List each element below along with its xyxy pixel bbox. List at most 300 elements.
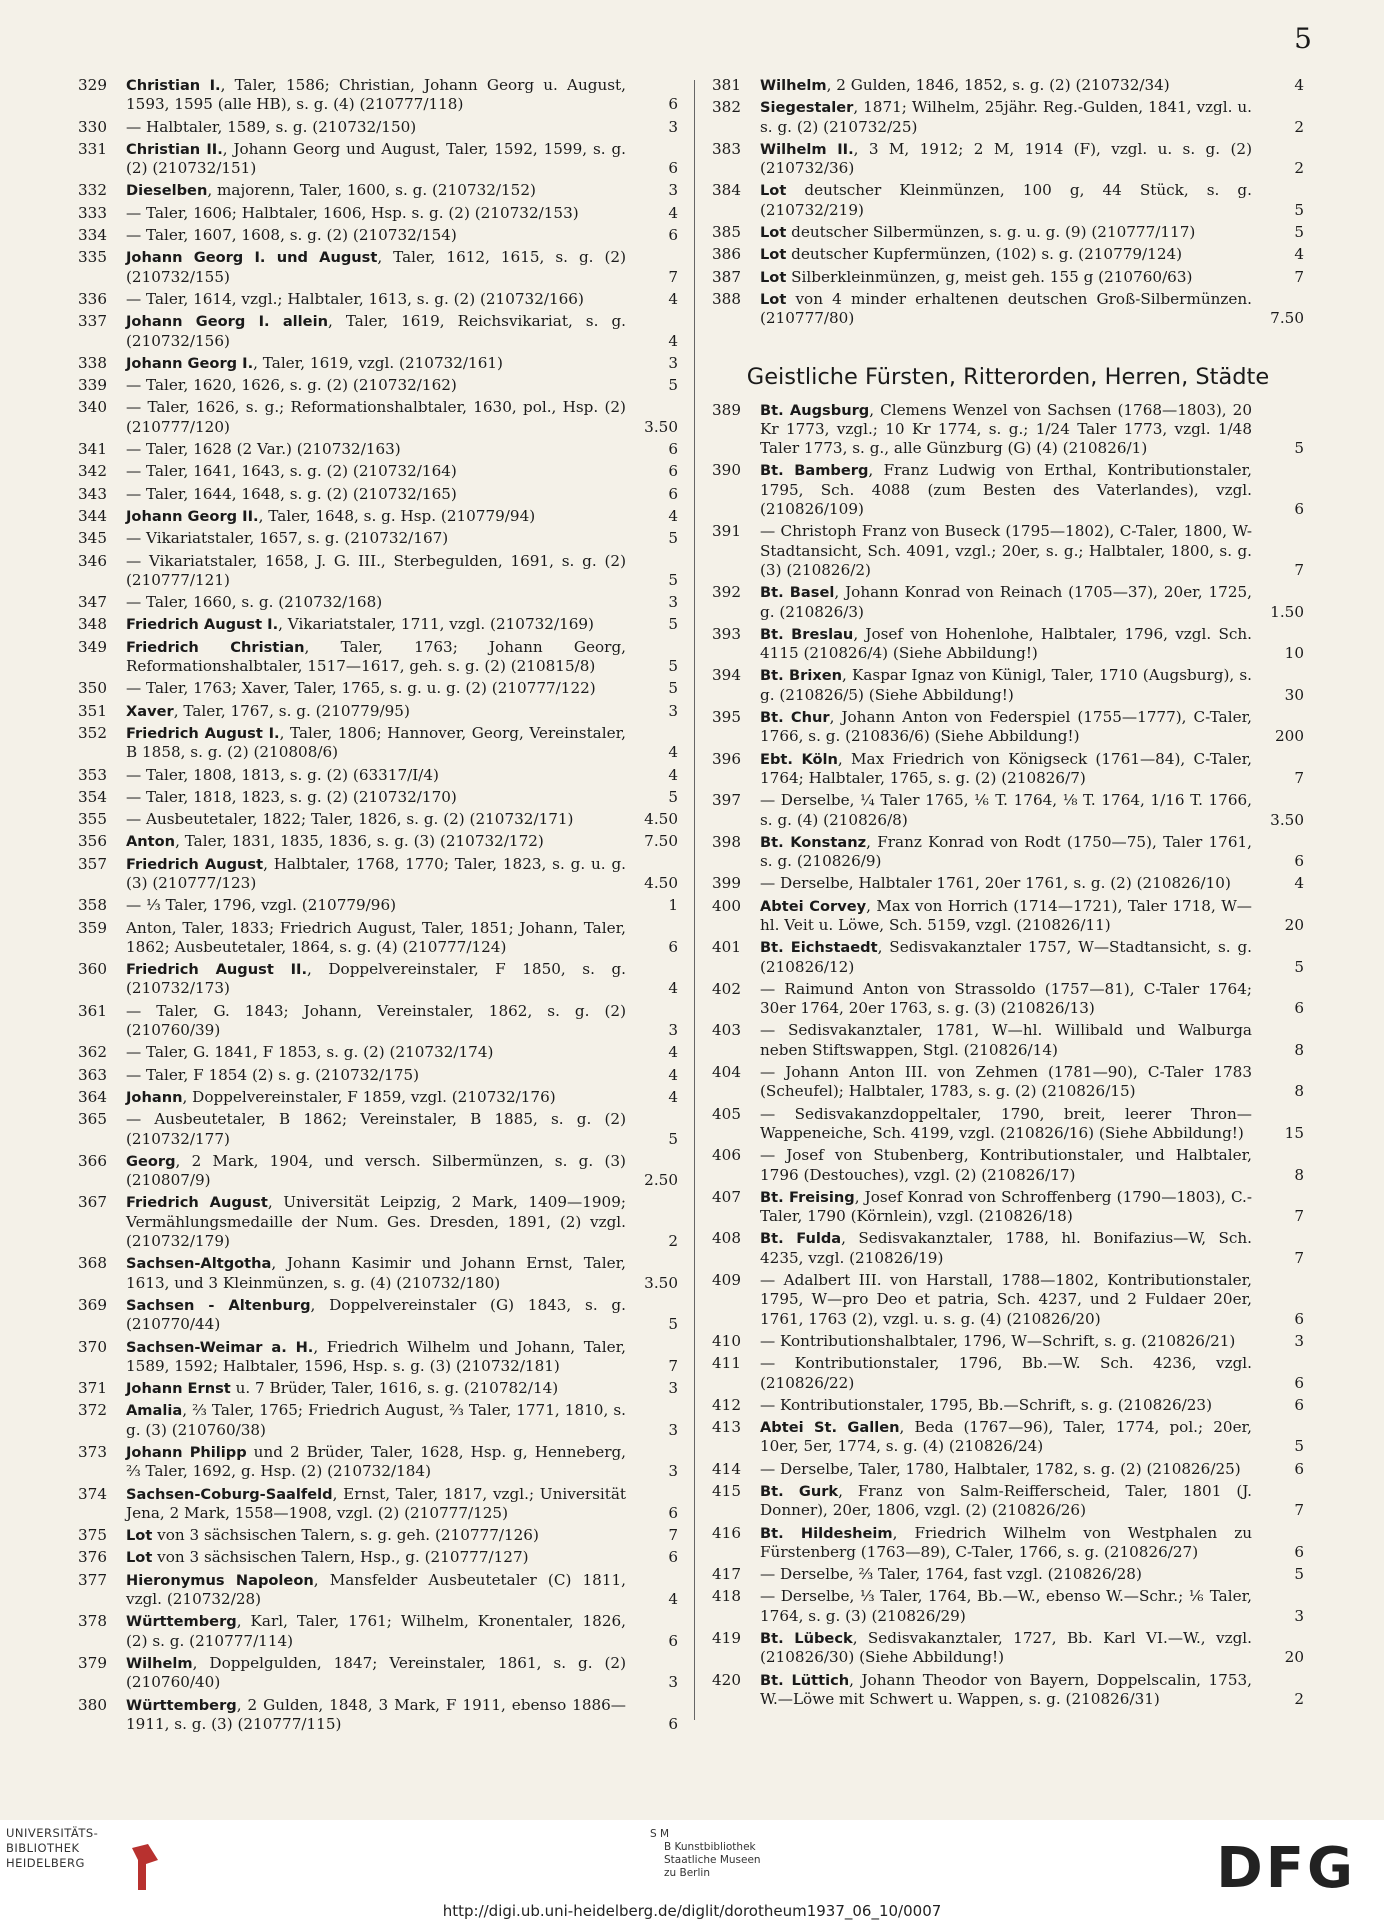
lot-number: 382	[712, 98, 741, 117]
lot-number: 384	[712, 181, 741, 200]
lot-name: Sachsen-Weimar a. H.	[126, 1338, 314, 1356]
lot-details: deutscher Kleinmünzen, 100 g, 44 Stück, s. g. (210732/219)	[760, 181, 1252, 219]
lot-description	[760, 791, 1304, 830]
lot-entry	[712, 1146, 1304, 1185]
lot-price: 20	[1284, 915, 1304, 934]
lot-price: 2	[1294, 1689, 1304, 1708]
lot-entry	[712, 833, 1304, 872]
lot-name: Siegestaler	[760, 99, 854, 117]
lot-details: , Halbtaler, 1768, 1770; Taler, 1823, s. g. u. g. (3) (210777/123)	[126, 854, 626, 892]
lot-number: 411	[712, 1354, 741, 1373]
lot-details: , Taler, 1767, s. g. (210779/95)	[173, 701, 410, 720]
lot-entry	[78, 1338, 678, 1377]
lot-entry	[712, 522, 1304, 580]
lot-entry	[78, 204, 678, 223]
lot-details: — Taler, 1614, vzgl.; Halbtaler, 1613, s. g. (2) (210732/166)	[126, 289, 584, 308]
lot-price: 7	[1294, 267, 1304, 286]
lot-entry	[78, 354, 678, 373]
lot-entry	[78, 896, 678, 915]
lot-entry	[712, 1460, 1304, 1479]
lot-details: — Adalbert III. von Harstall, 1788—1802, Kontributionstaler, 1795, W—pro Deo et patria, Sch. 4237, und 2 Fuldaer 20er, 1761, 1763 (2), vzgl. u. s. g. (4) (210826/20)	[760, 1271, 1252, 1328]
lot-description	[126, 1110, 678, 1149]
lot-details: — Derselbe, Taler, 1780, Halbtaler, 1782, s. g. (2) (210826/25)	[760, 1459, 1241, 1478]
lot-entry	[712, 1188, 1304, 1227]
lot-description	[126, 529, 678, 548]
lot-details: , Friedrich Wilhelm und Johann, Taler, 1589, 1592; Halbtaler, 1596, Hsp. s. g. (3) (210732/181)	[126, 1337, 626, 1375]
lot-description	[760, 1354, 1304, 1393]
lot-details: , 2 Gulden, 1846, 1852, s. g. (2) (210732/34)	[826, 76, 1170, 94]
lot-number: 333	[78, 203, 107, 222]
lot-description	[760, 268, 1304, 287]
lot-number: 338	[78, 353, 107, 372]
lot-details: , Max von Horrich (1714—1721), Taler 1718, W—hl. Veit u. Löwe, Sch. 5159, vzgl. (210826/11)	[760, 896, 1252, 934]
lot-number: 353	[78, 765, 107, 784]
lot-price: 6	[1294, 1542, 1304, 1561]
lot-number: 357	[78, 854, 107, 873]
lot-number: 386	[712, 245, 741, 264]
lot-details: , Josef Konrad von Schroffenberg (1790—1803), C.-Taler, 1790 (Körnlein), vzgl. (210826/18)	[760, 1187, 1252, 1226]
lot-entry	[78, 1152, 678, 1191]
lot-entry	[712, 1229, 1304, 1268]
lot-number: 420	[712, 1670, 741, 1689]
lot-number: 349	[78, 637, 107, 656]
lot-price: 3	[668, 353, 678, 372]
section-heading: Geistliche Fürsten, Ritterorden, Herren, Städte	[746, 363, 1270, 390]
lot-entry	[712, 1524, 1304, 1563]
lot-description	[126, 312, 678, 351]
lot-number: 418	[712, 1587, 741, 1606]
lot-price: 4	[668, 1065, 678, 1084]
lot-entry	[78, 724, 678, 763]
lot-number: 329	[78, 76, 107, 94]
lot-entry	[78, 529, 678, 548]
lot-details: , Sedisvakanztaler, 1788, hl. Bonifazius—W, Sch. 4235, vzgl. (210826/19)	[760, 1229, 1252, 1267]
lot-number: 347	[78, 593, 107, 612]
lot-entry	[78, 1612, 678, 1651]
lot-price: 7	[1294, 1501, 1304, 1520]
lot-entry	[712, 461, 1304, 519]
lot-number: 383	[712, 139, 741, 158]
lot-number: 340	[78, 398, 107, 417]
lot-name: Lot	[760, 246, 787, 264]
lot-name: Lot	[126, 1549, 153, 1567]
lot-price: 8	[1294, 1082, 1304, 1101]
lot-entry	[78, 1088, 678, 1107]
lot-price: 3	[668, 701, 678, 720]
lot-price: 4	[668, 1043, 678, 1062]
lot-name: Abtei Corvey	[760, 897, 867, 915]
uni-logo-line: HEIDELBERG	[6, 1856, 85, 1870]
lot-details: — Kontributionstaler, 1795, Bb.—Schrift, s. g. (210826/23)	[760, 1395, 1213, 1414]
lot-entry	[78, 960, 678, 999]
lot-details: von 4 minder erhaltenen deutschen Groß-Silbermünzen. (210777/80)	[760, 289, 1252, 328]
lot-price: 5	[668, 1129, 678, 1148]
lot-number: 389	[712, 400, 741, 419]
lot-description	[126, 204, 678, 223]
lot-entry	[78, 766, 678, 785]
lot-number: 330	[78, 117, 107, 136]
lot-details: , Clemens Wenzel von Sachsen (1768—1803), 20 Kr 1773, vzgl.; 10 Kr 1774, s. g.; 1/24 Taler 1773, vzgl. 1/48 Taler 1773, s. g., alle Günzburg (G) (4) (210826/1)	[760, 400, 1252, 458]
lot-description	[760, 1105, 1304, 1144]
lot-price: 5	[668, 529, 678, 548]
lot-number: 364	[78, 1087, 107, 1106]
lot-entry	[78, 1696, 678, 1735]
lot-description	[760, 1146, 1304, 1185]
lot-entry	[712, 245, 1304, 264]
lot-description	[126, 896, 678, 915]
lot-entry	[78, 76, 678, 115]
lot-number: 400	[712, 896, 741, 915]
lot-details: — Taler, 1763; Xaver, Taler, 1765, s. g. u. g. (2) (210777/122)	[126, 679, 596, 698]
lot-details: , Karl, Taler, 1761; Wilhelm, Kronentaler, 1826, (2) s. g. (210777/114)	[126, 1612, 626, 1650]
lot-details: — Christoph Franz von Buseck (1795—1802), C-Taler, 1800, W-Stadtansicht, Sch. 4091, vzgl.; 20er, s. g.; Halbtaler, 1800, s. g. (3) (210826/2)	[760, 522, 1252, 579]
source-url-link[interactable]: http://digi.ub.uni-heidelberg.de/diglit/dorotheum1937_06_10/0007	[442, 1902, 942, 1920]
lot-price: 7	[1294, 1248, 1304, 1267]
lot-details: — Raimund Anton von Strassoldo (1757—81), C-Taler 1764; 30er 1764, 20er 1763, s. g. (3) (210826/13)	[760, 979, 1252, 1018]
lot-entry	[78, 1066, 678, 1085]
lot-details: , Franz von Salm-Reifferscheid, Taler, 1801 (J. Donner), 20er, 1806, vzgl. (2) (210826/26)	[760, 1482, 1252, 1520]
lot-name: Johann Georg II.	[126, 507, 259, 525]
lot-number: 417	[712, 1565, 741, 1584]
lot-number: 337	[78, 312, 107, 331]
lot-description	[126, 354, 678, 373]
lot-number: 380	[78, 1695, 107, 1714]
lot-description	[126, 832, 678, 851]
lot-price: 6	[668, 1714, 678, 1733]
lot-number: 361	[78, 1001, 107, 1020]
lot-details: , Taler, 1806; Hannover, Georg, Vereinstaler, B 1858, s. g. (2) (210808/6)	[126, 723, 626, 762]
lot-description	[760, 1332, 1304, 1351]
lot-details: , Vikariatstaler, 1711, vzgl. (210732/169)	[278, 615, 594, 634]
lot-price: 3	[668, 593, 678, 612]
lot-name: Johann Ernst	[126, 1380, 231, 1398]
lot-price: 4	[668, 1590, 678, 1609]
lot-details: — Taler, 1660, s. g. (210732/168)	[126, 593, 383, 612]
lot-number: 362	[78, 1043, 107, 1062]
lot-name: Lot	[760, 182, 787, 200]
lot-description	[126, 1526, 678, 1545]
lot-number: 341	[78, 440, 107, 459]
uni-logo-line: BIBLIOTHEK	[6, 1841, 80, 1855]
lot-number: 373	[78, 1443, 107, 1461]
lot-price: 5	[1294, 439, 1304, 458]
lot-price: 7	[1294, 560, 1304, 579]
lot-details: — Taler, 1644, 1648, s. g. (2) (210732/165)	[126, 484, 457, 503]
lot-entry	[712, 1021, 1304, 1060]
lot-number: 371	[78, 1379, 107, 1398]
lot-description	[760, 1188, 1304, 1227]
lot-entry	[78, 1002, 678, 1041]
lot-name: Wilhelm	[760, 77, 827, 94]
lot-details: deutscher Silbermünzen, s. g. u. g. (9) (210777/117)	[786, 223, 1196, 242]
lot-description	[126, 1485, 678, 1524]
lot-entry	[78, 1379, 678, 1398]
lot-number: 415	[712, 1482, 741, 1500]
lot-number: 342	[78, 462, 107, 481]
lot-number: 360	[78, 960, 107, 979]
lot-name: Johann	[126, 1088, 183, 1106]
lot-price: 4	[668, 506, 678, 525]
lot-details: von 3 sächsischen Talern, s. g. geh. (210777/126)	[152, 1526, 539, 1545]
lot-name: Friedrich Christian	[126, 638, 305, 656]
lot-number: 388	[712, 289, 741, 308]
lot-price: 5	[1294, 1565, 1304, 1584]
lot-price: 4	[1294, 874, 1304, 893]
lot-name: Dieselben	[126, 182, 208, 200]
lot-entry	[712, 1271, 1304, 1329]
lot-number: 395	[712, 708, 741, 727]
lot-description	[760, 980, 1304, 1019]
lot-name: Johann Georg I. allein	[126, 313, 328, 331]
lot-name: Bt. Breslau	[760, 625, 854, 643]
lot-price: 2	[668, 1232, 678, 1251]
lot-number: 336	[78, 289, 107, 308]
lot-details: , Doppelvereinstaler, F 1850, s. g. (210732/173)	[126, 960, 626, 998]
lot-price: 20	[1284, 1648, 1304, 1667]
footer	[0, 1820, 1384, 1926]
lot-details: — Sedisvakanztaler, 1781, W—hl. Willibald und Walburga neben Stiftswappen, Stgl. (210826/14)	[760, 1021, 1252, 1059]
university-library-logo[interactable]	[6, 1826, 98, 1871]
lot-entry	[712, 791, 1304, 830]
lot-details: , Johann Anton von Federspiel (1755—1777), C-Taler, 1766, s. g. (210836/6) (Siehe Abbildung!)	[760, 708, 1252, 746]
lot-description	[126, 1088, 678, 1107]
lot-number: 372	[78, 1401, 107, 1420]
lot-details: , Taler, 1648, s. g. Hsp. (210779/94)	[258, 506, 536, 525]
lot-price: 3.50	[1270, 810, 1304, 829]
lot-price: 7	[668, 1356, 678, 1375]
lot-price: 2	[1294, 159, 1304, 178]
lot-price: 3	[668, 1021, 678, 1040]
lot-details: , Universität Leipzig, 2 Mark, 1409—1909; Vermählungsmedaille der Num. Ges. Dresden, 1891, (2) vzgl. (210732/179)	[126, 1193, 626, 1251]
page-number: 5	[1294, 22, 1312, 55]
lot-number: 350	[78, 679, 107, 698]
lot-name: Bt. Gurk	[760, 1483, 839, 1500]
lot-entry	[78, 919, 678, 958]
lot-price: 6	[668, 1503, 678, 1522]
lot-number: 387	[712, 267, 741, 286]
lot-description	[126, 1296, 678, 1335]
lot-name: Bt. Eichstaedt	[760, 939, 878, 957]
lot-number: 399	[712, 874, 741, 893]
lot-entry	[712, 625, 1304, 664]
lot-description	[760, 1587, 1304, 1626]
lot-entry	[78, 440, 678, 459]
lot-price: 5	[668, 615, 678, 634]
lot-name: Bt. Augsburg	[760, 401, 870, 419]
lot-description	[760, 98, 1304, 137]
lot-description	[760, 1629, 1304, 1668]
lot-description	[126, 679, 678, 698]
lot-number: 359	[78, 918, 107, 937]
lot-name: Bt. Fulda	[760, 1230, 842, 1248]
lot-entry	[712, 874, 1304, 893]
lot-description	[760, 76, 1304, 95]
lot-details: , 2 Mark, 1904, und versch. Silbermünzen, s. g. (3) (210807/9)	[126, 1151, 626, 1190]
lot-description	[126, 638, 678, 677]
lot-entry	[78, 638, 678, 677]
lot-number: 339	[78, 376, 107, 395]
lot-entry	[78, 140, 678, 179]
lot-number: 348	[78, 615, 107, 634]
lot-name: Ebt. Köln	[760, 750, 838, 768]
lot-description	[126, 766, 678, 785]
lot-price: 7	[1294, 1207, 1304, 1226]
lot-description	[126, 440, 678, 459]
lot-details: Silberkleinmünzen, g, meist geh. 155 g (210760/63)	[786, 267, 1193, 286]
lot-number: 419	[712, 1629, 741, 1648]
lot-price: 6	[668, 1631, 678, 1650]
lot-price: 6	[1294, 1309, 1304, 1328]
lot-description	[760, 461, 1304, 519]
lot-price: 5	[668, 570, 678, 589]
lot-entry	[712, 268, 1304, 287]
lot-details: Anton, Taler, 1833; Friedrich August, Taler, 1851; Johann, Taler, 1862; Ausbeutetaler, 1864, s. g. (4) (210777/124)	[126, 918, 626, 956]
lot-name: Abtei St. Gallen	[760, 1419, 900, 1437]
lot-details: — Vikariatstaler, 1657, s. g. (210732/167)	[126, 529, 449, 548]
lot-name: Sachsen - Altenburg	[126, 1296, 311, 1314]
sm-mark-text: S M	[650, 1828, 670, 1840]
lot-number: 408	[712, 1229, 741, 1248]
lot-details: — Derselbe, ⅔ Taler, 1764, fast vzgl. (210826/28)	[760, 1565, 1142, 1584]
lot-name: Württemberg	[126, 1696, 237, 1714]
lot-entry	[78, 855, 678, 894]
lot-details: , Friedrich Wilhelm von Westphalen zu Fürstenberg (1763—89), C-Taler, 1766, s. g. (210826/27)	[760, 1523, 1252, 1561]
lot-number: 355	[78, 810, 107, 829]
lot-number: 402	[712, 979, 741, 998]
lot-details: — Ausbeutetaler, 1822; Taler, 1826, s. g. (2) (210732/171)	[126, 810, 574, 829]
lot-number: 377	[78, 1570, 107, 1589]
lot-name: Sachsen-Altgotha	[126, 1255, 272, 1273]
lot-number: 410	[712, 1331, 741, 1350]
lot-number: 406	[712, 1146, 741, 1165]
lot-details: — ⅓ Taler, 1796, vzgl. (210779/96)	[126, 896, 397, 915]
lot-name: Xaver	[126, 702, 174, 720]
lot-description	[126, 226, 678, 245]
lot-details: , Doppelvereinstaler (G) 1843, s. g. (210770/44)	[126, 1295, 626, 1334]
lot-description	[760, 625, 1304, 664]
lot-entry	[712, 76, 1304, 95]
lot-number: 404	[712, 1063, 741, 1082]
lot-details: , Sedisvakanztaler, 1727, Bb. Karl VI.—W., vzgl. (210826/30) (Siehe Abbildung!)	[760, 1629, 1252, 1667]
column-divider	[694, 80, 695, 1720]
lot-number: 381	[712, 76, 741, 94]
lot-details: , Johann Kasimir und Johann Ernst, Taler, 1613, und 3 Kleinmünzen, s. g. (4) (210732/180)	[126, 1254, 626, 1292]
lot-details: — Taler, 1607, 1608, s. g. (2) (210732/154)	[126, 226, 457, 245]
lot-details: , Johann Georg und August, Taler, 1592, 1599, s. g. (2) (210732/151)	[126, 139, 627, 178]
lot-details: , Sedisvakanztaler 1757, W—Stadtansicht, s. g. (210826/12)	[760, 938, 1252, 976]
lot-name: Bt. Lüttich	[760, 1671, 850, 1689]
lot-entry	[712, 223, 1304, 242]
lot-description	[126, 855, 678, 894]
lot-price: 6	[668, 95, 678, 114]
lot-name: Christian II.	[126, 140, 223, 158]
dfg-logo[interactable]: DFG	[1216, 1836, 1356, 1901]
lot-details: — Taler, 1808, 1813, s. g. (2) (63317/I/4)	[126, 765, 439, 784]
lot-price: 3	[668, 117, 678, 136]
lot-description	[126, 724, 678, 763]
lot-price: 4	[668, 743, 678, 762]
lot-details: — Sedisvakanzdoppeltaler, 1790, breit, leerer Thron—Wappeneiche, Sch. 4199, vzgl. (210826/16) (Siehe Abbildung!)	[760, 1104, 1252, 1142]
lot-price: 3	[668, 181, 678, 200]
lot-details: , 3 M, 1912; 2 M, 1914 (F), vzgl. u. s. g. (2) (210732/36)	[760, 139, 1252, 178]
lot-details: — Taler, 1818, 1823, s. g. (2) (210732/170)	[126, 787, 457, 806]
lot-price: 6	[668, 159, 678, 178]
lot-entry	[78, 290, 678, 309]
lot-price: 6	[1294, 500, 1304, 519]
lot-entry	[78, 1571, 678, 1610]
lot-number: 368	[78, 1254, 107, 1273]
lot-price: 6	[1294, 852, 1304, 871]
lot-description	[760, 1021, 1304, 1060]
lot-name: Lot	[760, 290, 787, 308]
lot-details: , Franz Ludwig von Erthal, Kontributionstaler, 1795, Sch. 4088 (zum Besten des Vaterlandes), vzgl. (210826/109)	[760, 461, 1252, 519]
lot-description	[126, 1193, 678, 1251]
lot-entry	[78, 1485, 678, 1524]
lot-name: Bt. Lübeck	[760, 1630, 853, 1648]
lot-price: 6	[1294, 1373, 1304, 1392]
lot-description	[126, 1066, 678, 1085]
lot-number: 334	[78, 226, 107, 245]
lot-entry	[78, 552, 678, 591]
lot-number: 396	[712, 749, 741, 768]
lot-price: 6	[1294, 999, 1304, 1018]
lot-entry	[78, 810, 678, 829]
lot-price: 1.50	[1270, 602, 1304, 621]
lot-price: 3	[668, 1379, 678, 1398]
lot-number: 365	[78, 1110, 107, 1129]
lot-description	[760, 1524, 1304, 1563]
lot-details: , Taler, 1619, Reichsvikariat, s. g. (210732/156)	[126, 312, 626, 350]
lot-details: — Johann Anton III. von Zehmen (1781—90), C-Taler 1783 (Scheufel); Halbtaler, 1783, s. g. (2) (210826/15)	[760, 1063, 1252, 1101]
lot-entry	[78, 485, 678, 504]
lot-name: Johann Georg I.	[126, 354, 254, 372]
lot-details: — Derselbe, ¼ Taler 1765, ⅙ T. 1764, ⅛ T. 1764, 1/16 T. 1766, s. g. (4) (210826/8)	[760, 791, 1252, 829]
lot-price: 6	[1294, 1395, 1304, 1414]
lot-name: Friedrich August I.	[126, 724, 280, 742]
kunstbibliothek-logo[interactable]	[650, 1828, 761, 1880]
lot-description	[126, 485, 678, 504]
lot-description	[126, 181, 678, 200]
lot-description	[126, 919, 678, 958]
lot-entry	[712, 290, 1304, 329]
lot-entry	[78, 1254, 678, 1293]
lot-details: , 1871; Wilhelm, 25jähr. Reg.-Gulden, 1841, vzgl. u. s. g. (2) (210732/25)	[760, 98, 1252, 136]
lot-description	[760, 1418, 1304, 1457]
lot-entry	[78, 832, 678, 851]
lot-entry	[712, 1565, 1304, 1584]
lot-entry	[712, 666, 1304, 705]
lot-number: 351	[78, 701, 107, 720]
lot-number: 390	[712, 461, 741, 480]
lot-name: Bt. Basel	[760, 584, 835, 602]
lot-number: 391	[712, 522, 741, 541]
lot-price: 4	[668, 331, 678, 350]
lot-entry	[78, 462, 678, 481]
lot-details: , Max Friedrich von Königseck (1761—84), C-Taler, 1764; Halbtaler, 1765, s. g. (2) (210826/7)	[760, 749, 1252, 787]
lot-details: — Halbtaler, 1589, s. g. (210732/150)	[126, 117, 417, 136]
lot-details: , Kaspar Ignaz von Künigl, Taler, 1710 (Augsburg), s. g. (210826/5) (Siehe Abbildung!)	[760, 666, 1252, 704]
lot-number: 392	[712, 583, 741, 602]
lot-number: 352	[78, 723, 107, 742]
lot-entry	[712, 750, 1304, 789]
lot-entry	[712, 401, 1304, 459]
lot-price: 2.50	[644, 1171, 678, 1190]
lot-entry	[78, 1043, 678, 1062]
lot-details: — Taler, G. 1843; Johann, Vereinstaler, 1862, s. g. (2) (210760/39)	[126, 1001, 626, 1040]
lot-number: 343	[78, 484, 107, 503]
lot-details: , Mansfelder Ausbeutetaler (C) 1811, vzgl. (210732/28)	[126, 1570, 626, 1609]
lot-number: 331	[78, 139, 107, 158]
